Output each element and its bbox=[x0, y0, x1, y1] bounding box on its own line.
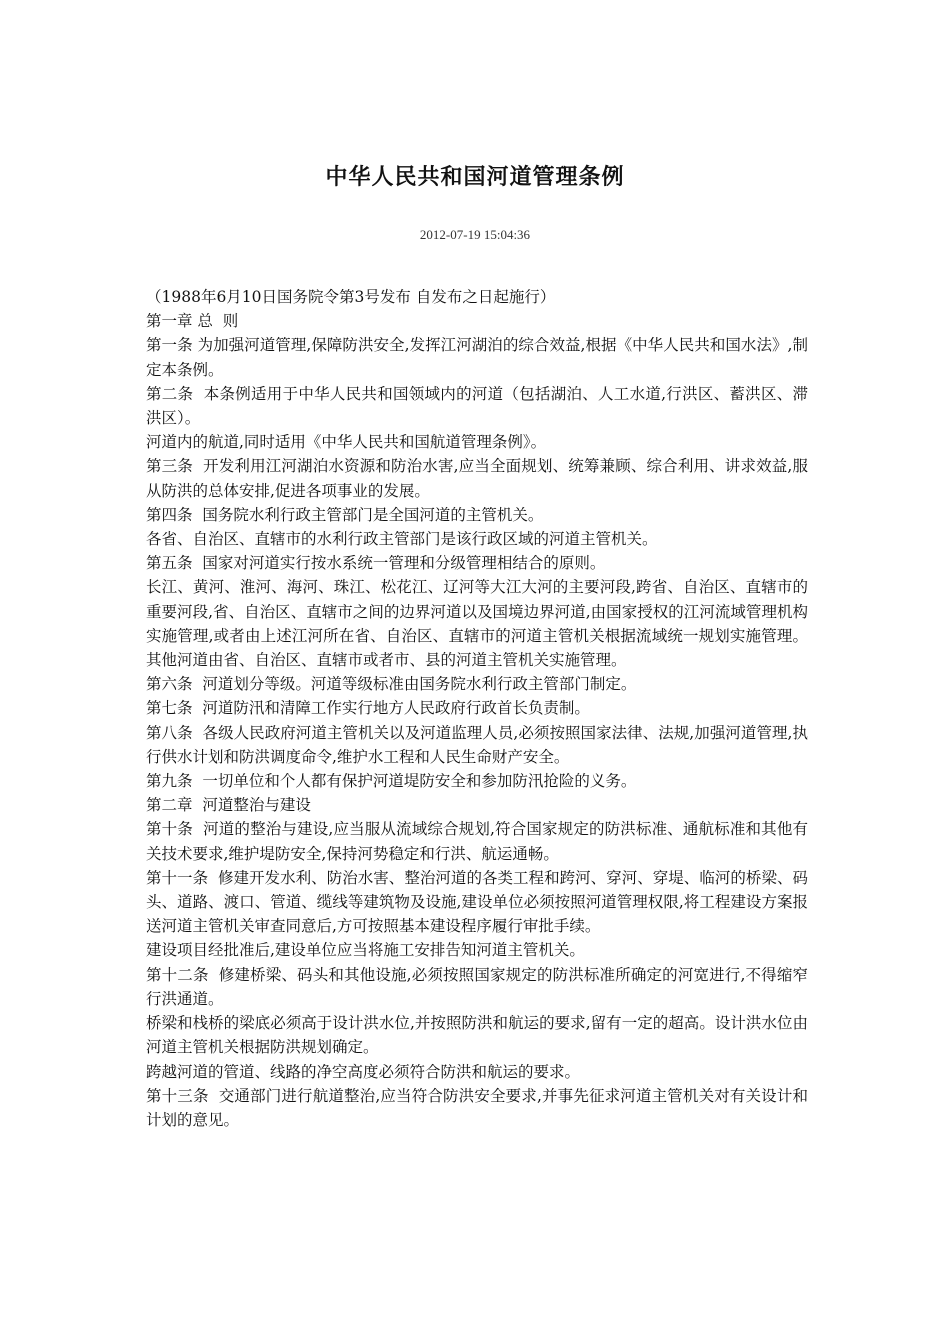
article-paragraph: 桥梁和栈桥的梁底必须高于设计洪水位,并按照防洪和航运的要求,留有一定的超高。设计洪水位由河道主管机关根据防洪规划确定。 bbox=[146, 1014, 808, 1057]
chapter-heading: 第二章 河道整治与建设 bbox=[146, 796, 311, 815]
article-paragraph: 第十三条 交通部门进行航道整治,应当符合防洪安全要求,并事先征求河道主管机关对有关设计和计划的意见。 bbox=[146, 1086, 808, 1129]
article-paragraph: 第九条 一切单位和个人都有保护河道堤防安全和参加防汛抢险的义务。 bbox=[146, 772, 637, 791]
article-paragraph: 第十一条 修建开发水利、防治水害、整治河道的各类工程和跨河、穿河、穿堤、临河的桥梁、码头、道路、渡口、管道、缆线等建筑物及设施,建设单位必须按照河道管理权限,将工程建设方案报送河道主管机关审查同意后,方可按照基本建设程序履行审批手续。 bbox=[146, 868, 808, 936]
article-paragraph: 第十条 河道的整治与建设,应当服从流域综合规划,符合国家规定的防洪标准、通航标准和其他有关技术要求,维护堤防安全,保持河势稳定和行洪、航运通畅。 bbox=[146, 820, 808, 863]
article-paragraph: 第一条 为加强河道管理,保障防洪安全,发挥江河湖泊的综合效益,根据《中华人民共和国水法》,制定本条例。 bbox=[146, 336, 808, 379]
article-paragraph: 各省、自治区、直辖市的水利行政主管部门是该行政区域的河道主管机关。 bbox=[146, 530, 658, 549]
article-paragraph: 建设项目经批准后,建设单位应当将施工安排告知河道主管机关。 bbox=[146, 941, 585, 960]
article-paragraph: 长江、黄河、淮河、海河、珠江、松花江、辽河等大江大河的主要河段,跨省、自治区、直辖市的重要河段,省、自治区、直辖市之间的边界河道以及国境边界河道,由国家授权的江河流域管理机构实施管理,或者由上述江河所在省、自治区、直辖市的河道主管机关根据流域统一规划实施管理。其他河道由省、自治区、直辖市或者市、县的河道主管机关实施管理。 bbox=[146, 578, 808, 670]
publish-timestamp: 2012-07-19 15:04:36 bbox=[419, 227, 531, 242]
article-paragraph: 河道内的航道,同时适用《中华人民共和国航道管理条例》。 bbox=[146, 433, 547, 452]
preamble-note: （1988年6月10日国务院令第3号发布 自发布之日起施行） bbox=[146, 288, 556, 306]
chapter-heading: 第一章 总 则 bbox=[146, 312, 239, 331]
article-paragraph: 第五条 国家对河道实行按水系统一管理和分级管理相结合的原则。 bbox=[146, 554, 606, 573]
article-paragraph: 跨越河道的管道、线路的净空高度必须符合防洪和航运的要求。 bbox=[146, 1062, 581, 1081]
article-paragraph: 第八条 各级人民政府河道主管机关以及河道监理人员,必须按照国家法律、法规,加强河道管理,执行供水计划和防洪调度命令,维护水工程和人民生命财产安全。 bbox=[146, 723, 808, 766]
article-paragraph: 第七条 河道防汛和清障工作实行地方人民政府行政首长负责制。 bbox=[146, 699, 590, 718]
article-paragraph: 第二条 本条例适用于中华人民共和国领域内的河道（包括湖泊、人工水道,行洪区、蓄洪区、滞洪区）。 bbox=[146, 384, 808, 428]
regulation-body bbox=[146, 285, 808, 1132]
article-paragraph: 第十二条 修建桥梁、码头和其他设施,必须按照国家规定的防洪标准所确定的河宽进行,不得缩窄行洪通道。 bbox=[146, 965, 808, 1008]
article-paragraph: 第三条 开发利用江河湖泊水资源和防治水害,应当全面规划、统筹兼顾、综合利用、讲求效益,服从防洪的总体安排,促进各项事业的发展。 bbox=[146, 457, 808, 500]
article-paragraph: 第六条 河道划分等级。河道等级标准由国务院水利行政主管部门制定。 bbox=[146, 675, 637, 694]
document-title: 中华人民共和国河道管理条例 bbox=[325, 165, 625, 190]
article-paragraph: 第四条 国务院水利行政主管部门是全国河道的主管机关。 bbox=[146, 505, 544, 524]
